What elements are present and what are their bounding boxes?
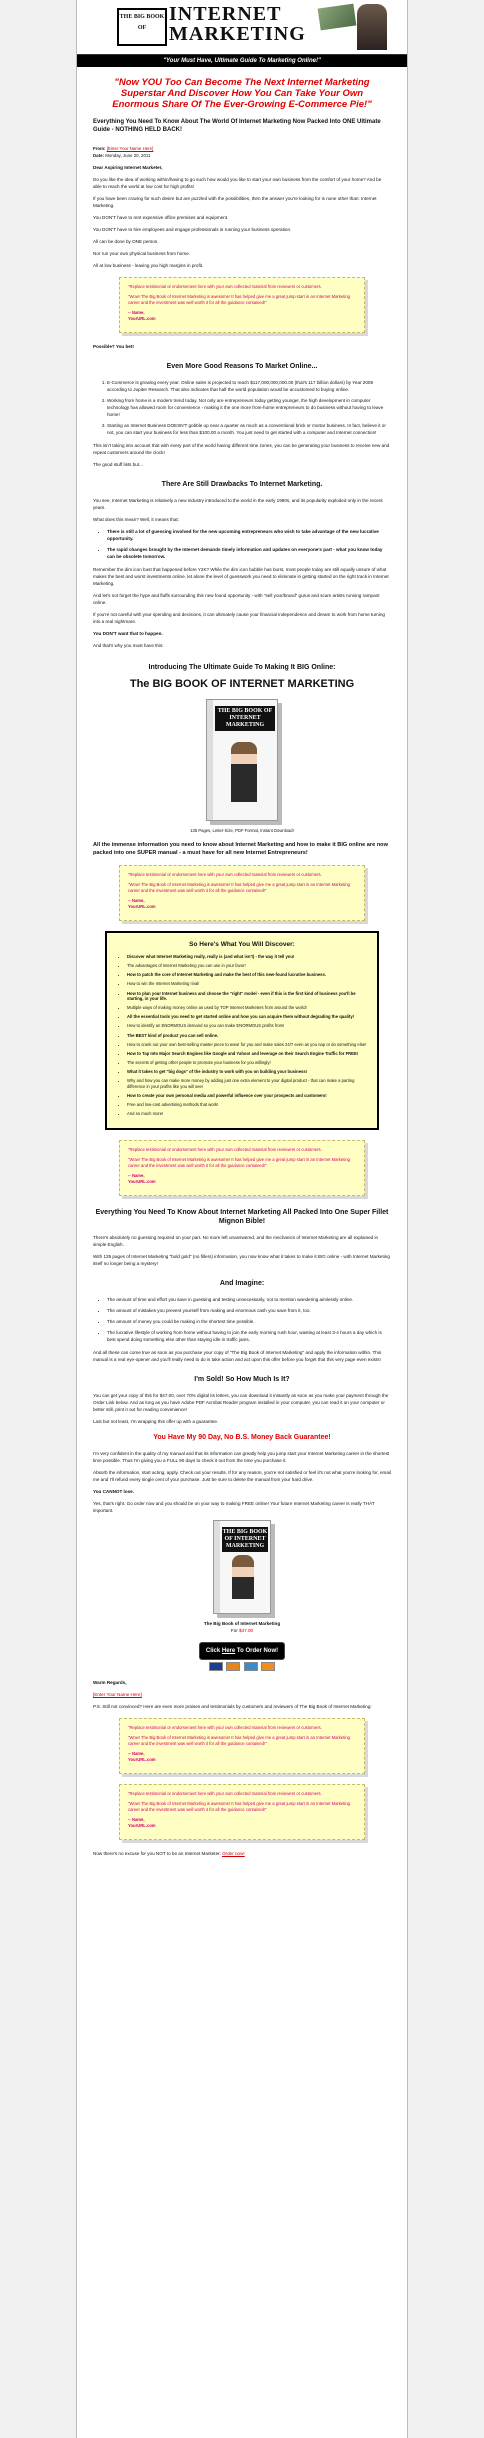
- testimonial-quote: "Wow! The Big Book of Internet Marketing is awesome! It has helped give me a great jump start in an Internet Marketing career and the investment was well worth it for all the guidance contained!": [128, 1157, 350, 1169]
- testimonial-signature: [128, 310, 356, 322]
- testimonial-disclaimer: "Replace testimonial or endorsement here with your own collected material from reviewers or customers.: [128, 872, 322, 878]
- imagine-p1: And all these can come true as soon as you purchase your copy of "The Big Book of Internet Marketing" and apply the information within. This manual is a real eye-opener and you'll really need to do is take action and act upon this offer before you forget that this very page even exists!: [93, 1350, 382, 1363]
- testimonial-sig-site: YourURL.com: [128, 1179, 156, 1185]
- ebook-cover-image-small: [213, 1520, 271, 1614]
- header-title: [169, 4, 306, 44]
- guarantee-p1: I'm very confident in the quality of my manual and that its information can greatly help you jump start your Internet Marketing career in the shortest time possible. Thus I'm giving you a FULL 90 days to check it out from the time you purchase it.: [93, 1451, 390, 1464]
- drawbacks-p3: Remember the dim icon bust that happened before Y2K? While the dim icon bubble has burst, most people today are still equally unsure of what makes the best and worst investments online, let alone the level of guesswork you need to eliminate in getting started on the right track in Internet Marketing.: [93, 567, 389, 587]
- imagine-item: • The amount of mistakes you prevent yourself from making and enormous cash you save from it, too.: [107, 1307, 391, 1314]
- simple-title: Everything You Need To Know About Internet Marketing All Packed Into One Super Fillet Mignon Bible!: [95, 1209, 389, 1226]
- discover-item: • Free and low-cost advertising methods that work!: [127, 1102, 367, 1108]
- visa-card-icon: [209, 1662, 223, 1671]
- testimonial-sig-name: -- Name,: [128, 898, 145, 904]
- discover-card-icon: [261, 1662, 275, 1671]
- discover-item: • The BEST kind of product you can sell online.: [127, 1033, 367, 1039]
- ebook-caption: 135 Pages, Letter-Size, PDF Format, Instant Download!: [190, 828, 294, 834]
- testimonial-box: [119, 1784, 365, 1840]
- reason-item: 3. Starting an Internet Business DOESN'T gobble up near a quarter as much as a conventional brick or mortar business. In fact, believe it or not, you can start your business for less than $100.00 a month. You just need to get started with a computer and Internet connection!: [107, 422, 391, 436]
- testimonial-quote: "Wow! The Big Book of Internet Marketing is awesome! It has helped give me a great jump start in an Internet Marketing career and the investment was well worth it for all the guidance contained!": [128, 1735, 350, 1747]
- book-title: The BIG BOOK OF INTERNET MARKETING: [129, 678, 355, 691]
- closing-regards: Warm Regards,: [93, 1680, 127, 1686]
- guarantee-p4: Yes, that's right. Go order now and you should be on your way to making FREE online! Your future Internet Marketing career is really THAT important.: [93, 1501, 375, 1514]
- discover-list: [117, 954, 367, 1116]
- discover-item: • How to Tap Into Major Search Engines like Google and Yahoo! and leverage on their Search Engine Traffic for FREE!: [127, 1051, 367, 1057]
- discover-item: • The secrets of getting other people to promote your business for you willingly!: [127, 1060, 367, 1066]
- from-label: From:: [93, 146, 106, 151]
- closing-ps: P.S. Still not convinced? Here are even more praises and testimonials by customers and reviewers of The Big Book of Internet Marketing:: [93, 1704, 372, 1710]
- drawbacks-p4: And let's not forget the hype and fluffs surrounding this new found opportunity - with "sell your/brand" gurus and scam artists running rampant online.: [93, 593, 380, 606]
- testimonial-signature: [128, 1817, 356, 1829]
- order-price-prefix: For: [230, 1628, 238, 1634]
- drawbacks-p5: If you're not careful with your spending and decisions, it can ultimately cause your financial independence and dream to work from home turning into a real nightmare.: [93, 612, 385, 625]
- discover-item: • And so much more!: [127, 1111, 367, 1117]
- guarantee-title: You Have My 90 Day, No B.S. Money Back Guarantee!: [153, 1434, 331, 1442]
- header-title-line2: MARKETING: [169, 23, 306, 45]
- drawbacks-title: There Are Still Drawbacks To Internet Marketing.: [161, 481, 323, 489]
- intro-para-4: All can be done by ONE person.: [93, 239, 159, 245]
- order-button-prefix: Click: [205, 1648, 222, 1655]
- order-now-button[interactable]: [199, 1642, 285, 1660]
- testimonial-box: [119, 865, 365, 921]
- date-value: Monday, June 20, 2011: [105, 152, 151, 158]
- testimonial-sig-name: -- Name,: [128, 1751, 145, 1757]
- discover-item: • All the essential tools you need to get started online and how you can acquire them without degrading the quality!: [127, 1014, 367, 1020]
- discover-item: • Discover what Internet Marketing really, really is (and what isn't) - the way it tell you!: [127, 954, 367, 960]
- discover-title: So Here's What You Will Discover:: [189, 941, 295, 949]
- discover-box: [105, 931, 379, 1130]
- payment-cards: [93, 1662, 391, 1671]
- ebook-cover-person: [232, 1555, 254, 1599]
- logo-small-text: THE BIG BOOK OF: [119, 14, 165, 31]
- discover-item: • How to patch the core of Internet Marketing and make the best of this new-found lucrative business.: [127, 972, 367, 978]
- ebook-cover-title: THE BIG BOOK OF INTERNET MARKETING: [222, 1527, 268, 1552]
- drawbacks-p7: And that's why you must have this:: [93, 643, 164, 649]
- drawback-item: • The rapid changes brought by the Internet demands timely information and updates on everyone's part - what you know today can be obsolete tomorrow.: [107, 546, 391, 560]
- from-name-link[interactable]: [Enter Your Name Here]: [106, 146, 154, 151]
- logo-box: [117, 8, 167, 46]
- drawbacks-list: [93, 528, 391, 560]
- drawback-item: • There is still a lot of guessing involved for the new upcoming entrepreneurs who wish to take advantage of the new lucrative opportunity.: [107, 528, 391, 542]
- reason-item: 1. E-Commerce is growing every year. Online sales is projected to reach $117,000,000,000.00 (that's 117 billion dollars) by Year 2008 according to Jupiter Research. That also indicates that half the world population would be accustomed to buying online.: [107, 379, 391, 393]
- header-title-line1: INTERNET: [169, 3, 282, 25]
- testimonial-box: [119, 1140, 365, 1196]
- discover-item: • How to crank out your own best-selling master piece to wow! for you and make sales 24/7 even as you nap or do something else!: [127, 1042, 367, 1048]
- testimonial-quote: "Wow! The Big Book of Internet Marketing is awesome! It has helped give me a great jump start in an Internet Marketing career and the investment was well worth it for all the guidance contained!": [128, 294, 350, 306]
- simple-p2: With 135 pages of Internet Marketing "bold gold" (no fillers) information, you now know what it takes to make it BIG online - with Internet Marketing itself no longer being a mystery!: [93, 1254, 390, 1267]
- reason-item: 2. Working from home is a modern trend today. Not only are entrepreneurs today getting younger, the high development in computer technology has allowed room for convenience - making it the one more from-home entrepreneurs to do business without having to leave home!: [107, 397, 391, 418]
- testimonial-sig-name: -- Name,: [128, 310, 145, 316]
- order-price-value: $47.00: [239, 1628, 254, 1634]
- tagline: "Your Must Have, Ultimate Guide To Marketing Online!": [77, 55, 407, 67]
- testimonial-sig-name: -- Name,: [128, 1817, 145, 1823]
- intro-para-1: If you have been craving for such desire but are puzzled with the possibilities, then the answer you're looking for is none other than: Internet Marketing.: [93, 196, 377, 209]
- discover-item: • What it takes to get "big dogs" of the industry to work with you on building your business!: [127, 1069, 367, 1075]
- testimonial-sig-site: YourURL.com: [128, 1757, 156, 1763]
- testimonial-sig-site: YourURL.com: [128, 316, 156, 322]
- testimonial-box: [119, 277, 365, 333]
- testimonial-disclaimer: "Replace testimonial or endorsement here with your own collected material from reviewers or customers.: [128, 284, 322, 290]
- testimonial-signature: [128, 1173, 356, 1185]
- drawbacks-p6: You DON'T want that to happen.: [93, 631, 163, 637]
- intro-para-5: Nor run your own physical business from home.: [93, 251, 191, 257]
- testimonial-signature: [128, 898, 356, 910]
- intro-product-title: Introducing The Ultimate Guide To Making It BIG Online:: [148, 664, 336, 672]
- order-product-name: The Big Book of Internet Marketing: [203, 1621, 281, 1627]
- sub-headline: Everything You Need To Know About The World Of Internet Marketing Now Packed Into ONE Ultimate Guide - NOTHING HELD BACK!: [93, 119, 381, 133]
- main-headline: "Now YOU Too Can Become The Next Internet Marketing Superstar And Discover How You Can Take Your Own Enormous Share Of The Ever-Growing E-Commerce Pie!": [112, 77, 372, 110]
- discover-item: • How to plan your Internet business and choose the "right" model - even if this is the first kind of business you'll be starting, in your life.: [127, 991, 367, 1002]
- guarantee-p2: Absorb the information, start acting, apply. Check out your results. If for any reason, you're not satisfied or feel it's not what you're looking for, email me and I'll refund every single cent of your purchase. Just be sure to delete the manual from your hard drive.: [93, 1470, 391, 1483]
- discover-item: • Why and how you can make more money by adding just one extra element to your digital product - that can make a parting difference in your profits like you will see!: [127, 1078, 367, 1089]
- imagine-item: • The amount of time and effort you save in guessing and testing unnecessarily, not to mention wandering aimlessly online.: [107, 1296, 391, 1303]
- reasons-title: Even More Good Reasons To Market Online...: [166, 363, 318, 371]
- discover-item: • Multiple ways of making money online as used by TOP Internet Marketers from around the world!: [127, 1005, 367, 1011]
- simple-p1: There's absolutely no guessing required on your part. No more left unanswered, and the mechanics of Internet Marketing are all explained in simple English.: [93, 1235, 379, 1248]
- testimonial-disclaimer: "Replace testimonial or endorsement here with your own collected material from reviewers or customers.: [128, 1725, 322, 1731]
- closing-final-text: Now there's no excuse for you NOT to be an Internet Marketer.: [93, 1851, 221, 1857]
- intro-para-3: You DON'T have to hire employees and engage professionals in running your business operation.: [93, 227, 292, 233]
- reasons-outro-1: This isn't taking into account that with every part of the world having different time zones, you can be generating your business to receive new and repeat customers around the clock!: [93, 443, 390, 456]
- price-title: I'm Sold! So How Much Is It?: [194, 1376, 290, 1384]
- greeting: Dear Aspiring Internet Marketer,: [93, 165, 163, 171]
- testimonial-disclaimer: "Replace testimonial or endorsement here with your own collected material from reviewers or customers.: [128, 1791, 322, 1797]
- testimonial-box: [119, 1718, 365, 1774]
- reasons-outro-2: The good stuff lists but...: [93, 462, 143, 468]
- price-p1: You can get your copy of this for $47.00, over 70% digital its letters, you can download it instantly as soon as you make your payment through the Order Link below. And as long as you have Adobe PDF Acrobat Reader program installed in your computer, you can read it on your computer or better still, print it out for reading convenience!: [93, 1393, 389, 1413]
- testimonial-signature: [128, 1751, 356, 1763]
- ebook-cover-person: [231, 742, 257, 802]
- imagine-item: • The amount of money you could be making in the shortest time possible.: [107, 1318, 391, 1325]
- money-image: [318, 4, 357, 31]
- drawbacks-p2: What does this mean? Well, it means that:: [93, 517, 179, 523]
- ebook-cover-image: [206, 699, 278, 821]
- price-p2: Last but not least, I'm wrapping this offer up with a guarantee.: [93, 1419, 219, 1425]
- testimonial-sig-site: YourURL.com: [128, 1823, 156, 1829]
- intro-para-6: All at low business - leaving you high margins in profit.: [93, 263, 204, 269]
- intro-para-2: You DON'T have to rent expensive office premises and equipment.: [93, 215, 229, 221]
- header-banner: [77, 0, 407, 55]
- amex-card-icon: [244, 1662, 258, 1671]
- imagine-title: And Imagine:: [219, 1280, 265, 1288]
- imagine-list: [93, 1296, 391, 1343]
- discover-item: • How to identify an ENORMOUS demand so you can make ENORMOUS profits from!: [127, 1023, 367, 1029]
- author-photo: [357, 4, 387, 50]
- closing-final: [93, 1850, 391, 1857]
- product-pitch: All the immense information you need to know about Internet Marketing and how to make it BIG online are now packed into one SUPER manual - a must have for all new Internet Entrepreneurs!: [93, 842, 388, 856]
- testimonial-quote: "Wow! The Big Book of Internet Marketing is awesome! It has helped give me a great jump start in an Internet Marketing career and the investment was well worth it for all the guidance contained!": [128, 1801, 350, 1813]
- testimonial-disclaimer: "Replace testimonial or endorsement here with your own collected material from reviewers or customers.: [128, 1147, 322, 1153]
- sales-page: [76, 0, 408, 2438]
- discover-item: • How to create your own personal media and powerful influence over your prospects and customers!: [127, 1093, 367, 1099]
- discover-item: • The advantages of Internet Marketing you can use in your favor!: [127, 963, 367, 969]
- date-label: Date:: [93, 152, 104, 158]
- ebook-cover-title: THE BIG BOOK OF INTERNET MARKETING: [215, 706, 275, 731]
- possible-text: Possible? You bet!: [93, 344, 134, 350]
- discover-item: • How to win the Internet Marketing rival!: [127, 981, 367, 987]
- testimonial-quote: "Wow! The Big Book of Internet Marketing is awesome! It has helped give me a great jump start in an Internet Marketing career and the investment was well worth it for all the guidance contained!": [128, 882, 350, 894]
- from-block: [93, 146, 391, 159]
- intro-para-0: Do you like the idea of working within/having to go such how would you like to start your own business from the comfort of your home? And be able to reach the world at low cost for high profits!: [93, 177, 382, 190]
- reasons-list: [93, 379, 391, 436]
- testimonial-sig-site: YourURL.com: [128, 904, 156, 910]
- guarantee-p3: You CANNOT lose.: [93, 1489, 135, 1495]
- imagine-item: • The lucrative lifestyle of working from home without having to join the early morning rush hour, wasting at least 3-4 hours a day which is best spend doing something else other than staying idle in traffic jams.: [107, 1329, 391, 1343]
- order-button-link: Here: [221, 1648, 236, 1655]
- main-content: [77, 77, 407, 1857]
- closing-order-link[interactable]: Order now!: [221, 1851, 245, 1857]
- testimonial-sig-name: -- Name,: [128, 1173, 145, 1179]
- closing-name-link[interactable]: [Enter Your Name Here]: [93, 1692, 142, 1698]
- order-price-line: [93, 1627, 391, 1634]
- mastercard-icon: [226, 1662, 240, 1671]
- order-button-suffix: To Order Now!: [235, 1648, 279, 1655]
- drawbacks-p1: You see, Internet Marketing is relatively a new industry introduced to the world in the early 1990s, and its popularity exploded only in the recent years.: [93, 498, 383, 511]
